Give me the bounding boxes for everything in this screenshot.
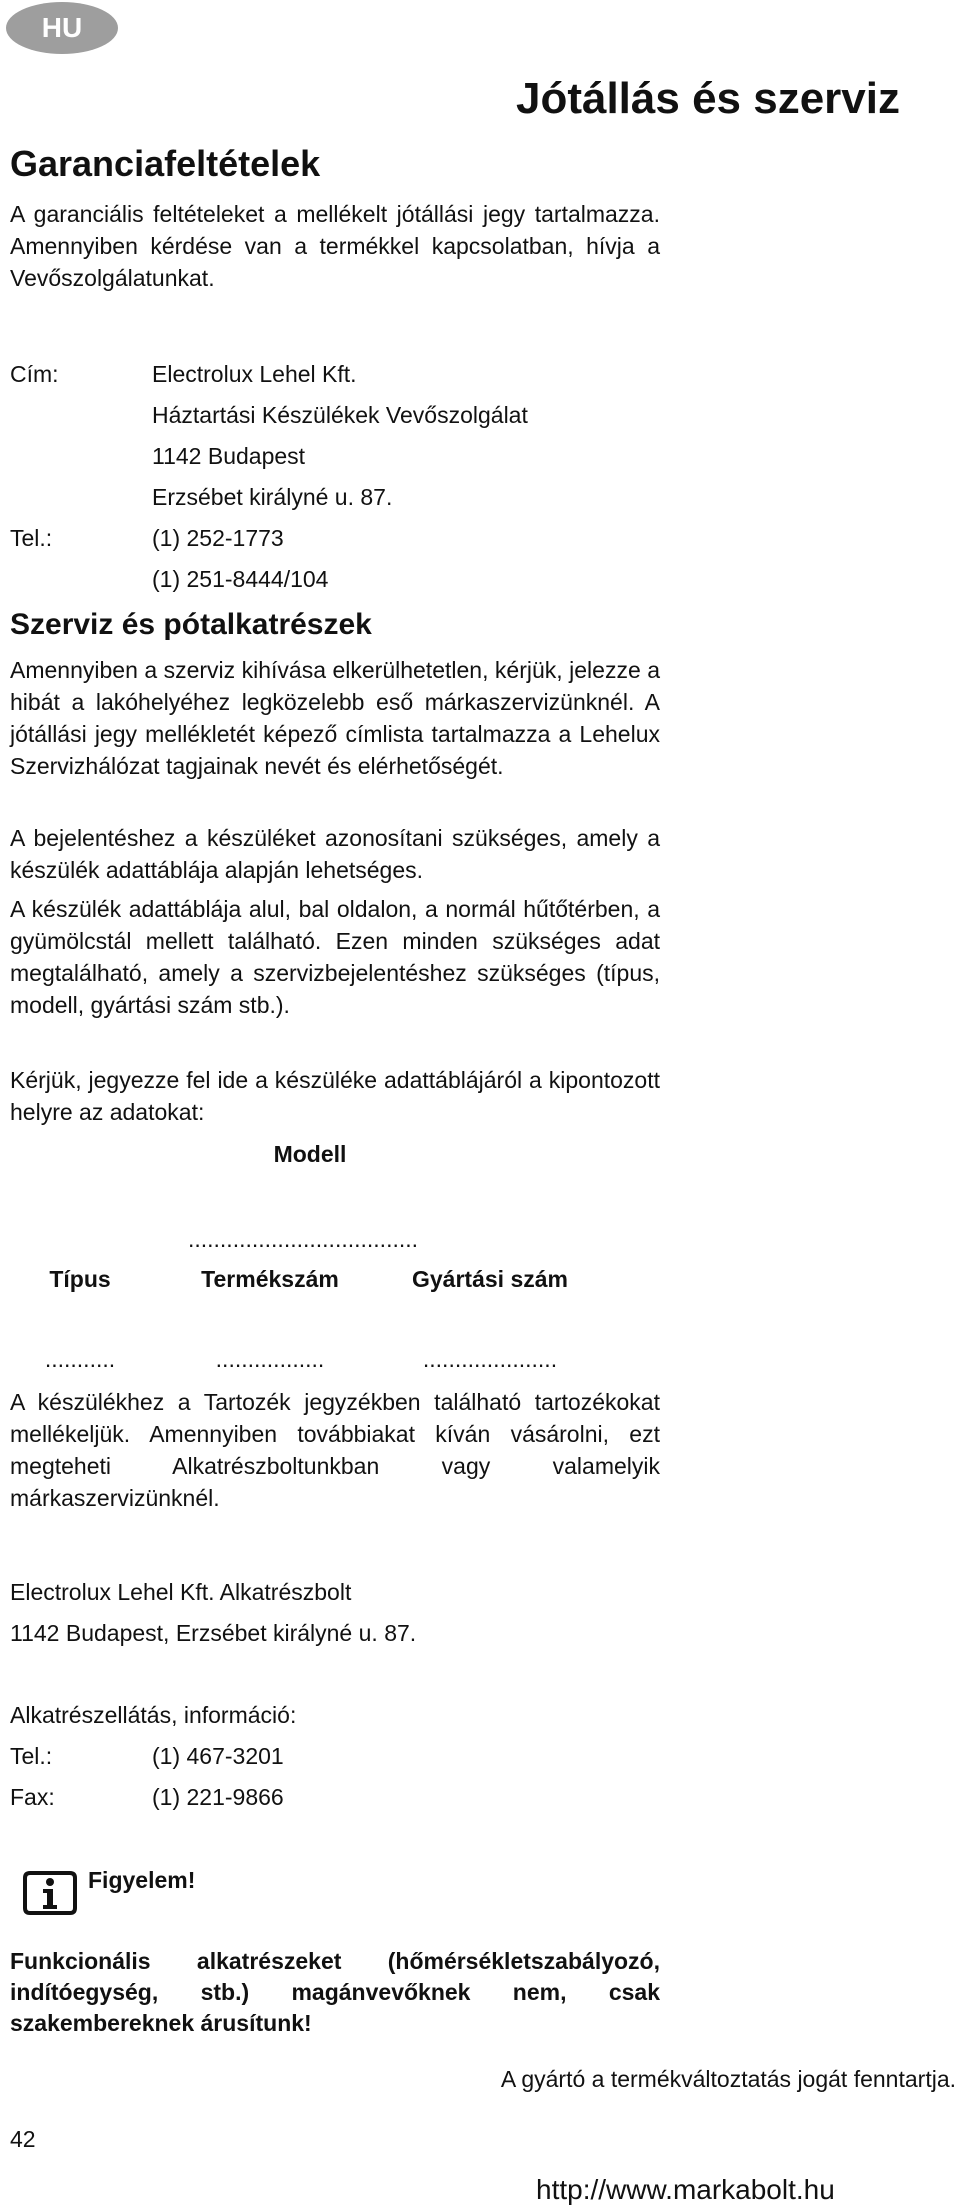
page-title: Jótállás és szerviz xyxy=(515,74,900,123)
parts-fax-value: (1) 221-9866 xyxy=(152,1784,284,1810)
guarantee-text: A garanciális feltételeket a mellékelt jótállási jegy tartalmazza. Amennyiben kérdése van a termékkel kapcsolatban, hívja a Vevőszolgálatunkat. xyxy=(10,201,660,291)
model-label: Modell xyxy=(273,1141,347,1167)
type-label: Típus xyxy=(49,1266,111,1292)
parts-tel-value: (1) 467-3201 xyxy=(152,1743,284,1769)
service-paragraph-2: A bejelentéshez a készüléket azonosítani szükséges, amely a készülék adattáblája alapján lehetséges. xyxy=(10,825,660,883)
shop-name: Electrolux Lehel Kft. Alkatrészbolt xyxy=(10,1579,352,1605)
language-badge: HU xyxy=(6,2,118,54)
tel-label: Tel.: xyxy=(10,525,53,551)
rights-notice: A gyártó a termékváltoztatás jogát fenntartja. xyxy=(500,2066,956,2092)
address-line-4: Erzsébet királyné u. 87. xyxy=(152,484,393,510)
tel-line-2: (1) 251-8444/104 xyxy=(152,566,329,592)
product-number-dots: ................. xyxy=(215,1346,325,1372)
shop-address: 1142 Budapest, Erzsébet királyné u. 87. xyxy=(10,1620,417,1646)
parts-fax-label: Fax: xyxy=(10,1784,55,1810)
type-dots: ........... xyxy=(44,1346,116,1372)
service-paragraph-3: A készülék adattáblája alul, bal oldalon, a normál hűtőtérben, a gyümölcstál mellett található. Ezen minden szükséges adat megtalálható, amely a szervizbejelentéshez szükséges (típus, modell, gyártási szám stb.). xyxy=(10,896,660,1018)
address-line-3: 1142 Budapest xyxy=(152,443,306,469)
product-number-label: Termékszám xyxy=(201,1266,339,1292)
serial-number-label: Gyártási szám xyxy=(412,1266,568,1292)
serial-number-dots: ..................... xyxy=(422,1346,558,1372)
service-heading: Szerviz és pótalkatrészek xyxy=(10,608,372,641)
address-line-1: Electrolux Lehel Kft. xyxy=(152,361,357,387)
notice-title: Figyelem! xyxy=(88,1867,196,1893)
parts-tel-label: Tel.: xyxy=(10,1743,53,1769)
accessories-paragraph: A készülékhez a Tartozék jegyzékben található tartozékokat mellékeljük. Amennyiben továbbiakat kíván vásárolni, ezt megteheti Alkatrészboltunkban vagy valamelyik márkaszervizünknél. xyxy=(10,1389,660,1511)
notice-text: Funkcionális alkatrészeket (hőmérsékletszabályozó, indítóegység, stb.) magánvevőknek nem, csak szakembereknek árusítunk! xyxy=(10,1948,660,2036)
website-url: http://www.markabolt.hu xyxy=(536,2174,835,2205)
page-number: 42 xyxy=(10,2126,36,2152)
address-line-2: Háztartási Készülékek Vevőszolgálat xyxy=(152,402,528,428)
service-paragraph-4: Kérjük, jegyezze fel ide a készüléke adattáblájáról a kipontozott helyre az adatokat: xyxy=(10,1067,660,1125)
model-dots: .................................... xyxy=(187,1226,419,1252)
info-icon xyxy=(22,1870,78,1916)
tel-line-1: (1) 252-1773 xyxy=(152,525,284,551)
parts-info-label: Alkatrészellátás, információ: xyxy=(10,1702,297,1728)
guarantee-heading: Garanciafeltételek xyxy=(10,143,321,184)
address-label: Cím: xyxy=(10,361,59,387)
service-paragraph-1: Amennyiben a szerviz kihívása elkerülhetetlen, kérjük, jelezze a hibát a lakóhelyéhez legközelebb eső márkaszervizünknél. A jótállási jegy mellékletét képező címlista tartalmazza a Lehelux Szervizhálózat tagjainak nevét és elérhetőségét. xyxy=(10,657,660,779)
